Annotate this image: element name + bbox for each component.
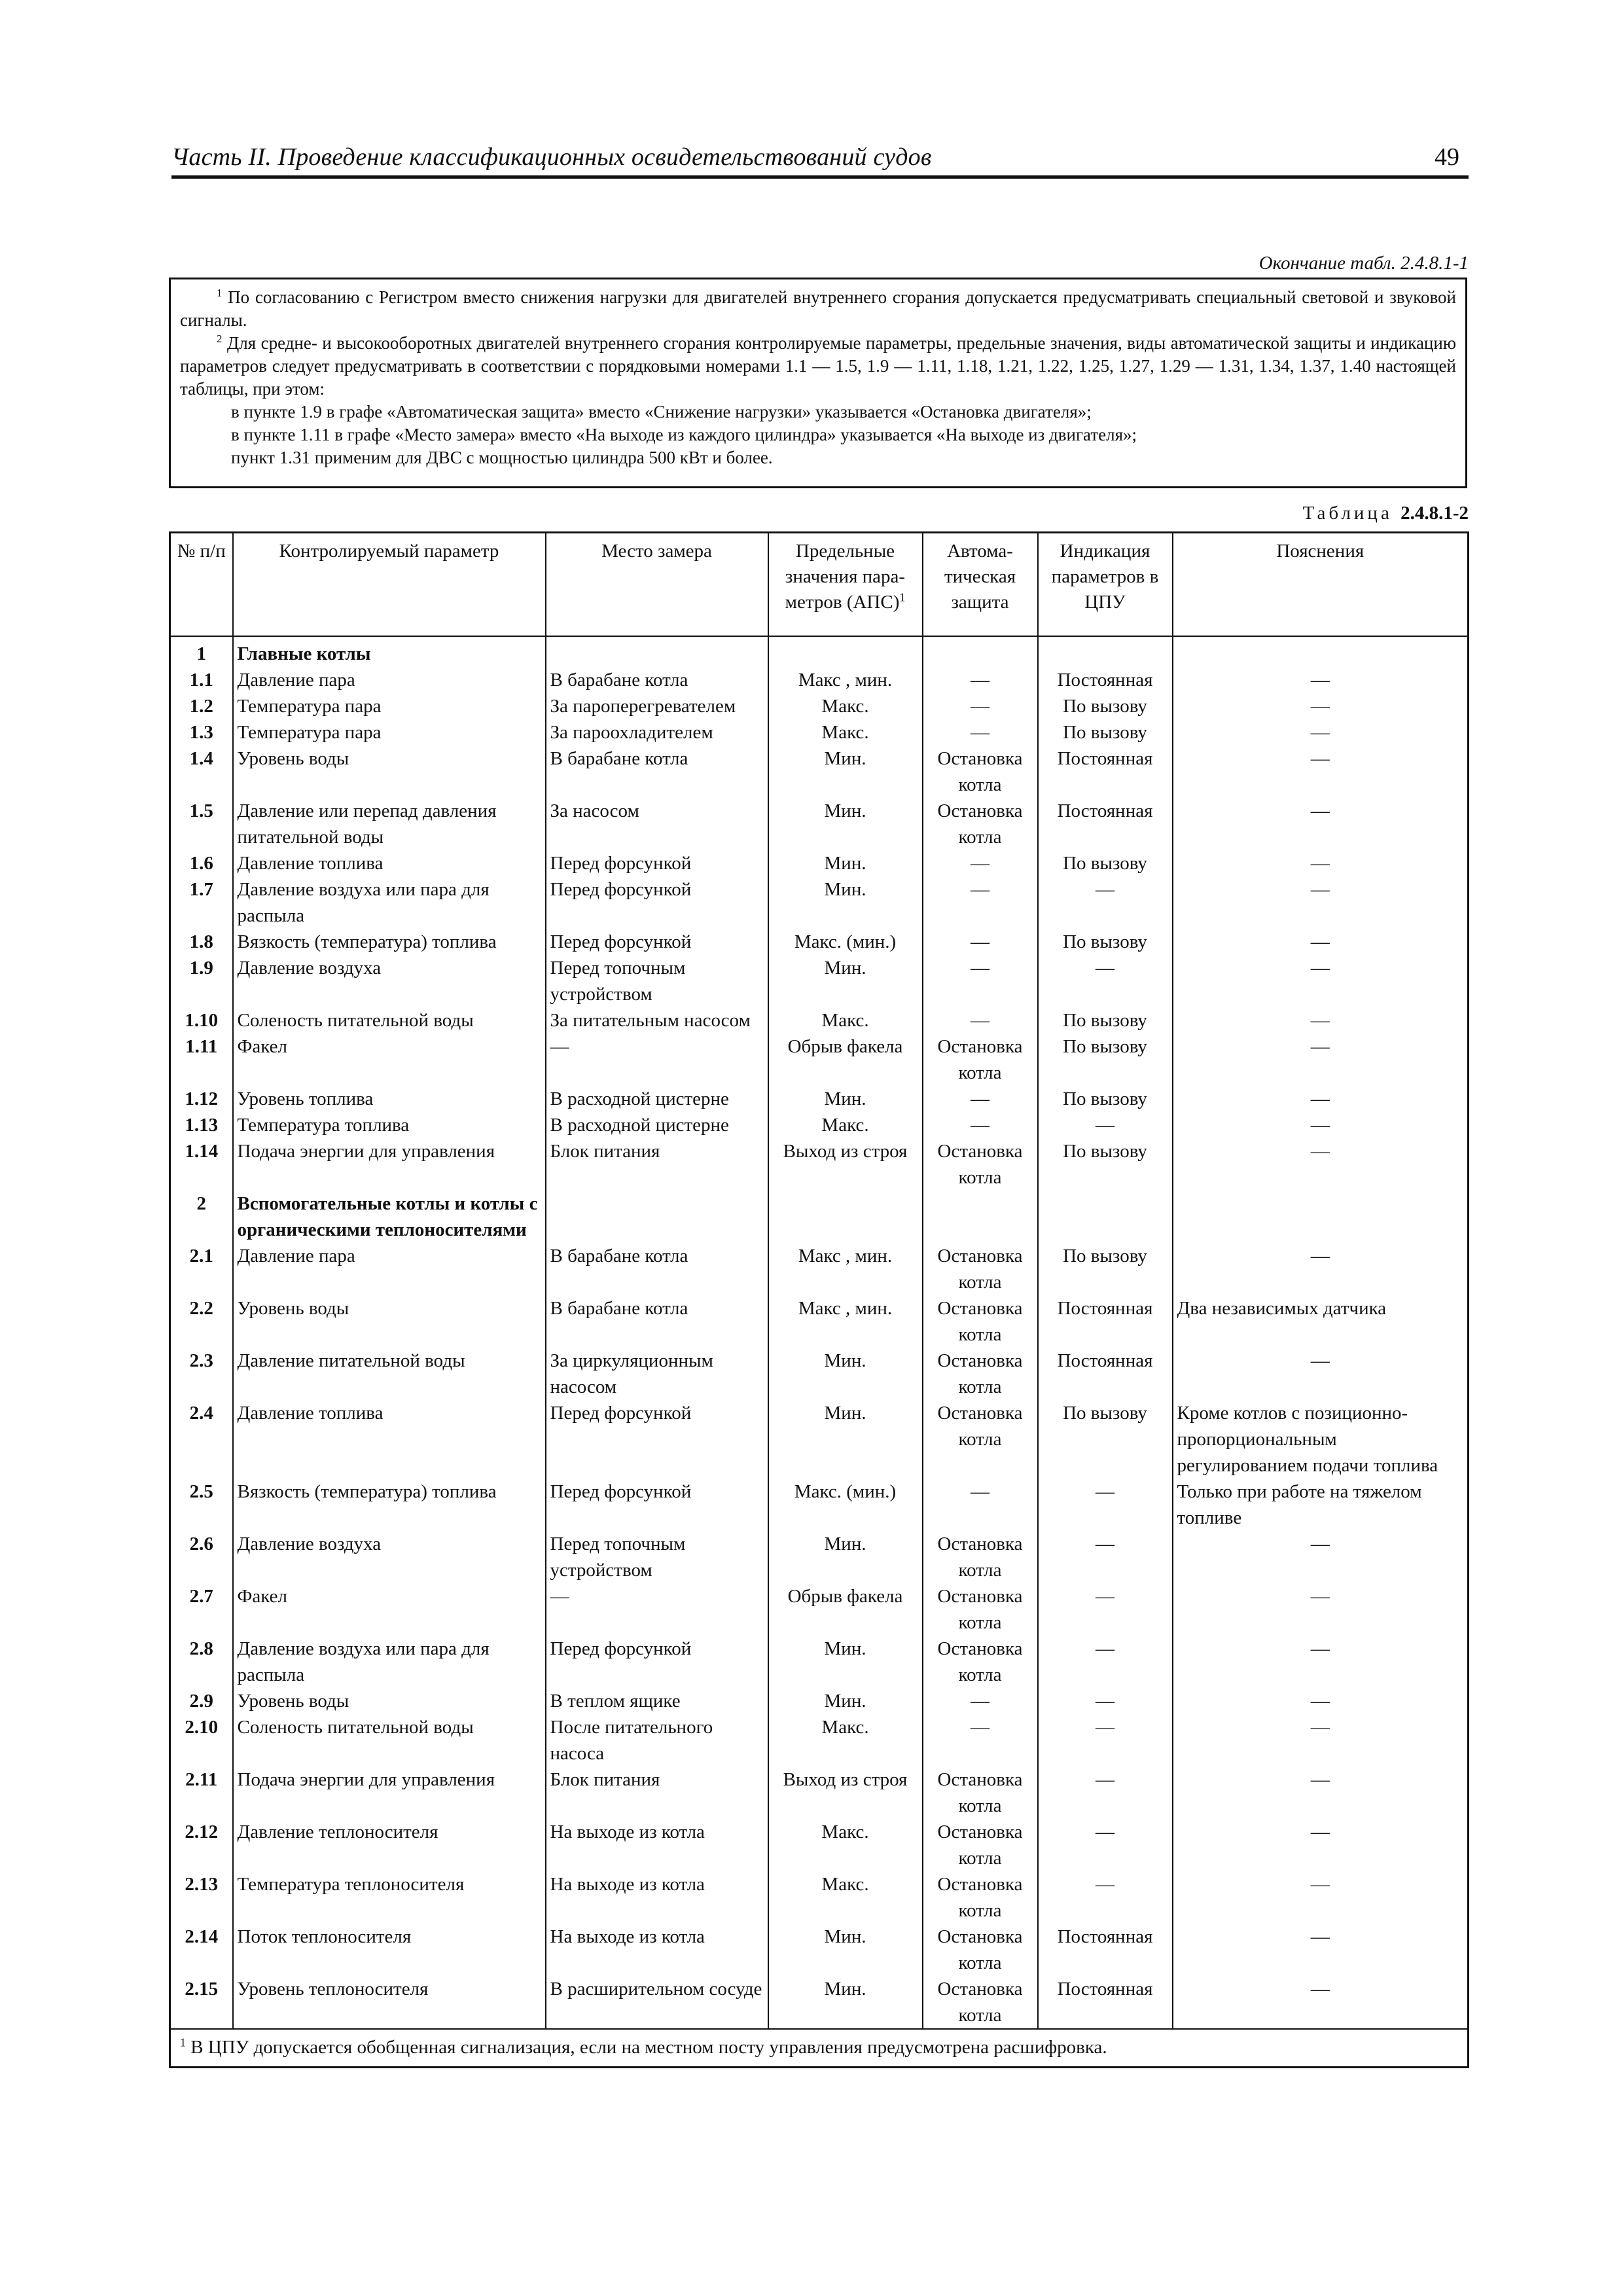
table-footnote-row: [170, 2029, 1469, 2068]
row-number-cell: 2.3: [170, 1348, 233, 1400]
table-header-row: [170, 533, 1469, 637]
row-number-cell: 2.11: [170, 1767, 233, 1819]
explanation-cell: —: [1173, 955, 1469, 1007]
automatic-protection-cell: Остановка котла: [923, 1819, 1038, 1871]
table-row: [170, 1688, 1469, 1714]
row-number-cell: 2.7: [170, 1583, 233, 1636]
header-place: Место замера: [546, 533, 768, 637]
header-rule: [171, 175, 1469, 179]
parameter-name-cell: Факел: [233, 1033, 546, 1086]
cpu-indication-cell: —: [1038, 1688, 1173, 1714]
row-number-cell: 1.3: [170, 719, 233, 745]
page-number: 49: [1435, 143, 1459, 171]
row-number-cell: 1.4: [170, 745, 233, 798]
automatic-protection-cell: Остановка котла: [923, 1976, 1038, 2029]
header-limits-text: Предельные значения пара-метров (АПС): [785, 541, 906, 613]
limit-value-cell: Обрыв факела: [768, 1583, 923, 1636]
section-row: [170, 1191, 1469, 1243]
header-indication: Индикация параметров в ЦПУ: [1038, 533, 1173, 637]
explanation-cell: —: [1173, 1819, 1469, 1871]
cpu-indication-cell: По вызову: [1038, 1086, 1173, 1112]
measurement-place-cell: После питательного насоса: [546, 1714, 768, 1767]
limit-value-cell: Мин.: [768, 1531, 923, 1583]
parameter-name-cell: Температура пара: [233, 693, 546, 719]
table-row: [170, 1636, 1469, 1688]
table-row: [170, 1531, 1469, 1583]
table-row: [170, 1086, 1469, 1112]
cpu-indication-cell: —: [1038, 1531, 1173, 1583]
parameter-name-cell: Давление питательной воды: [233, 1348, 546, 1400]
explanation-cell: —: [1173, 1636, 1469, 1688]
limit-value-cell: [768, 636, 923, 667]
automatic-protection-cell: [923, 636, 1038, 667]
limit-value-cell: Макс.: [768, 719, 923, 745]
measurement-place-cell: Блок питания: [546, 1138, 768, 1191]
table-body: [170, 636, 1469, 2029]
table-row: [170, 1767, 1469, 1819]
measurement-place-cell: За циркуляционным насосом: [546, 1348, 768, 1400]
row-number-cell: 1.11: [170, 1033, 233, 1086]
measurement-place-cell: Перед форсункой: [546, 929, 768, 955]
table-row: [170, 1295, 1469, 1348]
explanation-cell: —: [1173, 1112, 1469, 1138]
cpu-indication-cell: По вызову: [1038, 850, 1173, 876]
section-row: [170, 636, 1469, 667]
automatic-protection-cell: Остановка котла: [923, 1583, 1038, 1636]
limit-value-cell: Макс , мин.: [768, 667, 923, 693]
cpu-indication-cell: По вызову: [1038, 719, 1173, 745]
measurement-place-cell: Перед форсункой: [546, 1479, 768, 1531]
parameter-name-cell: Температура пара: [233, 719, 546, 745]
cpu-indication-cell: —: [1038, 1871, 1173, 1924]
parameter-name-cell: Давление топлива: [233, 850, 546, 876]
measurement-place-cell: За насосом: [546, 798, 768, 850]
limit-value-cell: Макс , мин.: [768, 1295, 923, 1348]
automatic-protection-cell: —: [923, 1688, 1038, 1714]
cpu-indication-cell: По вызову: [1038, 1400, 1173, 1479]
limit-value-cell: Макс.: [768, 1007, 923, 1033]
measurement-place-cell: В расширительном сосуде: [546, 1976, 768, 2029]
parameter-name-cell: Давление пара: [233, 667, 546, 693]
parameter-name-cell: Давление пара: [233, 1243, 546, 1295]
row-number-cell: 1.5: [170, 798, 233, 850]
cpu-indication-cell: —: [1038, 1714, 1173, 1767]
automatic-protection-cell: Остановка котла: [923, 798, 1038, 850]
note-1-mark: 1: [217, 287, 223, 299]
table-row: [170, 1871, 1469, 1924]
row-number-cell: 1.8: [170, 929, 233, 955]
limit-value-cell: Мин.: [768, 1086, 923, 1112]
parameter-name-cell: Уровень воды: [233, 1688, 546, 1714]
cpu-indication-cell: —: [1038, 955, 1173, 1007]
header-protection: Автома-тическая защита: [923, 533, 1038, 637]
parameter-name-cell: Соленость питательной воды: [233, 1007, 546, 1033]
row-number-cell: 2.4: [170, 1400, 233, 1479]
explanation-cell: —: [1173, 876, 1469, 929]
row-number-cell: 2.15: [170, 1976, 233, 2029]
note-2-item: в пункте 1.9 в графе «Автоматическая защита» вместо «Снижение нагрузки» указывается «Остановка двигателя»;: [231, 402, 1092, 422]
explanation-cell: —: [1173, 1243, 1469, 1295]
automatic-protection-cell: Остановка котла: [923, 1138, 1038, 1191]
automatic-protection-cell: Остановка котла: [923, 1924, 1038, 1976]
automatic-protection-cell: Остановка котла: [923, 1767, 1038, 1819]
cpu-indication-cell: Постоянная: [1038, 1976, 1173, 2029]
explanation-cell: —: [1173, 719, 1469, 745]
table-row: [170, 929, 1469, 955]
parameter-name-cell: Уровень теплоносителя: [233, 1976, 546, 2029]
row-number-cell: 1: [170, 636, 233, 667]
measurement-place-cell: За пароперегревателем: [546, 693, 768, 719]
automatic-protection-cell: —: [923, 1112, 1038, 1138]
automatic-protection-cell: —: [923, 929, 1038, 955]
table-row: [170, 798, 1469, 850]
parameter-name-cell: Подача энергии для управления: [233, 1138, 546, 1191]
note-1-text: По согласованию с Регистром вместо снижения нагрузки для двигателей внутреннего сгорания допускается предусматривать специальный световой и звуковой сигналы.: [180, 287, 1456, 330]
table-continuation-note: Окончание табл. 2.4.8.1-1: [1258, 253, 1469, 274]
explanation-cell: —: [1173, 1007, 1469, 1033]
parameter-name-cell: Факел: [233, 1583, 546, 1636]
row-number-cell: 2.10: [170, 1714, 233, 1767]
header-param: Контролируемый параметр: [233, 533, 546, 637]
table-row: [170, 850, 1469, 876]
row-number-cell: 1.14: [170, 1138, 233, 1191]
limit-value-cell: Мин.: [768, 745, 923, 798]
note-2-item: в пункте 1.11 в графе «Место замера» вместо «На выходе из каждого цилиндра» указывается «На выходе из двигателя»;: [231, 425, 1137, 444]
measurement-place-cell: За пароохладителем: [546, 719, 768, 745]
measurement-place-cell: Перед форсункой: [546, 876, 768, 929]
explanation-cell: —: [1173, 1033, 1469, 1086]
limit-value-cell: Макс. (мин.): [768, 1479, 923, 1531]
parameter-name-cell: Уровень топлива: [233, 1086, 546, 1112]
note-2-item: пункт 1.31 применим для ДВС с мощностью цилиндра 500 кВт и более.: [231, 448, 773, 467]
parameter-name-cell: Уровень воды: [233, 1295, 546, 1348]
row-number-cell: 2.12: [170, 1819, 233, 1871]
measurement-place-cell: Блок питания: [546, 1767, 768, 1819]
parameter-name-cell: Соленость питательной воды: [233, 1714, 546, 1767]
table-row: [170, 876, 1469, 929]
explanation-cell: —: [1173, 1348, 1469, 1400]
measurement-place-cell: —: [546, 1583, 768, 1636]
row-number-cell: 1.6: [170, 850, 233, 876]
limit-value-cell: Макс.: [768, 1112, 923, 1138]
table-row: [170, 1714, 1469, 1767]
table-row: [170, 719, 1469, 745]
table-row: [170, 745, 1469, 798]
table-row: [170, 693, 1469, 719]
cpu-indication-cell: По вызову: [1038, 929, 1173, 955]
row-number-cell: 1.12: [170, 1086, 233, 1112]
automatic-protection-cell: —: [923, 1086, 1038, 1112]
row-number-cell: 1.9: [170, 955, 233, 1007]
table-row: [170, 955, 1469, 1007]
limit-value-cell: Мин.: [768, 798, 923, 850]
limit-value-cell: Мин.: [768, 1348, 923, 1400]
table-row: [170, 1819, 1469, 1871]
table-footnote-mark: 1: [180, 2036, 186, 2049]
note-2: [180, 332, 1456, 401]
table-row: [170, 1007, 1469, 1033]
automatic-protection-cell: Остановка котла: [923, 1243, 1038, 1295]
cpu-indication-cell: —: [1038, 1767, 1173, 1819]
limit-value-cell: Мин.: [768, 1688, 923, 1714]
explanation-cell: —: [1173, 1138, 1469, 1191]
cpu-indication-cell: —: [1038, 1479, 1173, 1531]
limit-value-cell: Выход из строя: [768, 1138, 923, 1191]
cpu-indication-cell: —: [1038, 1583, 1173, 1636]
automatic-protection-cell: Остановка котла: [923, 1531, 1038, 1583]
limit-value-cell: Макс. (мин.): [768, 929, 923, 955]
cpu-indication-cell: [1038, 1191, 1173, 1243]
table-row: [170, 1138, 1469, 1191]
measurement-place-cell: В расходной цистерне: [546, 1086, 768, 1112]
measurement-place-cell: В барабане котла: [546, 1243, 768, 1295]
measurement-place-cell: [546, 1191, 768, 1243]
measurement-place-cell: В барабане котла: [546, 745, 768, 798]
measurement-place-cell: В теплом ящике: [546, 1688, 768, 1714]
previous-table-notes: [169, 278, 1467, 488]
row-number-cell: 2.1: [170, 1243, 233, 1295]
limit-value-cell: Мин.: [768, 955, 923, 1007]
explanation-cell: —: [1173, 1924, 1469, 1976]
explanation-cell: Два независимых датчика: [1173, 1295, 1469, 1348]
row-number-cell: 2.14: [170, 1924, 233, 1976]
table-row: [170, 1583, 1469, 1636]
table-row: [170, 1400, 1469, 1479]
parameter-name-cell: Уровень воды: [233, 745, 546, 798]
table-footnote: [170, 2029, 1469, 2068]
table-row: [170, 1976, 1469, 2029]
parameter-name-cell: Вспомогательные котлы и котлы с органическими теплоносителями: [233, 1191, 546, 1243]
table-footnote-text: В ЦПУ допускается обобщенная сигнализация, если на местном посту управления предусмотрена расшифровка.: [185, 2037, 1107, 2058]
parameter-name-cell: Вязкость (температура) топлива: [233, 1479, 546, 1531]
running-header-title: Часть II. Проведение классификационных освидетельствований судов: [171, 143, 932, 171]
parameter-name-cell: Давление воздуха: [233, 955, 546, 1007]
cpu-indication-cell: По вызову: [1038, 1243, 1173, 1295]
measurement-place-cell: В барабане котла: [546, 1295, 768, 1348]
automatic-protection-cell: —: [923, 1714, 1038, 1767]
note-1: [180, 286, 1456, 332]
measurement-place-cell: Перед форсункой: [546, 1400, 768, 1479]
parameter-name-cell: Поток теплоносителя: [233, 1924, 546, 1976]
cpu-indication-cell: —: [1038, 1112, 1173, 1138]
row-number-cell: 2: [170, 1191, 233, 1243]
cpu-indication-cell: Постоянная: [1038, 798, 1173, 850]
explanation-cell: —: [1173, 667, 1469, 693]
automatic-protection-cell: Остановка котла: [923, 1636, 1038, 1688]
explanation-cell: Только при работе на тяжелом топливе: [1173, 1479, 1469, 1531]
limit-value-cell: Обрыв факела: [768, 1033, 923, 1086]
measurement-place-cell: На выходе из котла: [546, 1924, 768, 1976]
table-row: [170, 1033, 1469, 1086]
note-2-text: Для средне- и высокооборотных двигателей внутреннего сгорания контролируемые параметры, предельные значения, виды автоматической защиты и индикацию параметров следует предусматривать в соответствии с порядковыми номерами 1.1 — 1.5, 1.9 — 1.11, 1.18, 1.21, 1.22, 1.25, 1.27, 1.29 — 1.31, 1.34, 1.37, 1.40 настоящей таблицы, при этом:: [180, 333, 1456, 399]
row-number-cell: 1.1: [170, 667, 233, 693]
limit-value-cell: Макс.: [768, 1871, 923, 1924]
table-row: [170, 1479, 1469, 1531]
row-number-cell: 1.10: [170, 1007, 233, 1033]
automatic-protection-cell: Остановка котла: [923, 1871, 1038, 1924]
limit-value-cell: Мин.: [768, 876, 923, 929]
cpu-indication-cell: Постоянная: [1038, 667, 1173, 693]
parameter-name-cell: Температура топлива: [233, 1112, 546, 1138]
automatic-protection-cell: Остановка котла: [923, 745, 1038, 798]
automatic-protection-cell: —: [923, 876, 1038, 929]
explanation-cell: —: [1173, 1976, 1469, 2029]
explanation-cell: —: [1173, 798, 1469, 850]
explanation-cell: —: [1173, 929, 1469, 955]
header-limits: [768, 533, 923, 637]
row-number-cell: 1.13: [170, 1112, 233, 1138]
explanation-cell: Кроме котлов с позиционно-пропорциональным регулированием подачи топлива: [1173, 1400, 1469, 1479]
limit-value-cell: Макс.: [768, 693, 923, 719]
cpu-indication-cell: Постоянная: [1038, 1924, 1173, 1976]
limit-value-cell: Мин.: [768, 1400, 923, 1479]
cpu-indication-cell: По вызову: [1038, 1007, 1173, 1033]
limit-value-cell: Макс , мин.: [768, 1243, 923, 1295]
automatic-protection-cell: Остановка котла: [923, 1348, 1038, 1400]
automatic-protection-cell: Остановка котла: [923, 1295, 1038, 1348]
measurement-place-cell: —: [546, 1033, 768, 1086]
parameter-name-cell: Давление теплоносителя: [233, 1819, 546, 1871]
cpu-indication-cell: По вызову: [1038, 1138, 1173, 1191]
parameter-name-cell: Давление воздуха: [233, 1531, 546, 1583]
parameter-name-cell: Давление или перепад давления питательной воды: [233, 798, 546, 850]
explanation-cell: —: [1173, 1714, 1469, 1767]
table-label-number: 2.4.8.1-2: [1400, 503, 1469, 524]
explanation-cell: [1173, 636, 1469, 667]
table-row: [170, 667, 1469, 693]
parameter-name-cell: Давление воздуха или пара для распыла: [233, 1636, 546, 1688]
cpu-indication-cell: Постоянная: [1038, 1348, 1173, 1400]
table-row: [170, 1243, 1469, 1295]
limit-value-cell: Макс.: [768, 1714, 923, 1767]
automatic-protection-cell: —: [923, 955, 1038, 1007]
row-number-cell: 1.2: [170, 693, 233, 719]
row-number-cell: 2.6: [170, 1531, 233, 1583]
measurement-place-cell: В барабане котла: [546, 667, 768, 693]
cpu-indication-cell: —: [1038, 1636, 1173, 1688]
explanation-cell: —: [1173, 693, 1469, 719]
parameter-name-cell: Давление топлива: [233, 1400, 546, 1479]
row-number-cell: 2.2: [170, 1295, 233, 1348]
measurement-place-cell: Перед топочным устройством: [546, 1531, 768, 1583]
parameter-name-cell: Вязкость (температура) топлива: [233, 929, 546, 955]
table-label: [1303, 503, 1469, 524]
table-label-prefix: Таблица: [1302, 503, 1401, 524]
limit-value-cell: Мин.: [768, 1976, 923, 2029]
explanation-cell: —: [1173, 850, 1469, 876]
measurement-place-cell: За питательным насосом: [546, 1007, 768, 1033]
parameter-name-cell: Температура теплоносителя: [233, 1871, 546, 1924]
table-row: [170, 1924, 1469, 1976]
cpu-indication-cell: Постоянная: [1038, 1295, 1173, 1348]
measurement-place-cell: Перед форсункой: [546, 1636, 768, 1688]
automatic-protection-cell: Остановка котла: [923, 1033, 1038, 1086]
explanation-cell: —: [1173, 745, 1469, 798]
measurement-place-cell: Перед топочным устройством: [546, 955, 768, 1007]
measurement-place-cell: На выходе из котла: [546, 1819, 768, 1871]
parameter-name-cell: Подача энергии для управления: [233, 1767, 546, 1819]
parameter-name-cell: Давление воздуха или пара для распыла: [233, 876, 546, 929]
measurement-place-cell: На выходе из котла: [546, 1871, 768, 1924]
note-2-mark: 2: [217, 332, 223, 345]
explanation-cell: —: [1173, 1583, 1469, 1636]
measurement-place-cell: [546, 636, 768, 667]
automatic-protection-cell: —: [923, 1479, 1038, 1531]
measurement-place-cell: В расходной цистерне: [546, 1112, 768, 1138]
parameter-name-cell: Главные котлы: [233, 636, 546, 667]
automatic-protection-cell: Остановка котла: [923, 1400, 1038, 1479]
monitoring-parameters-table: [169, 531, 1469, 2068]
automatic-protection-cell: —: [923, 667, 1038, 693]
header-num: № п/п: [170, 533, 233, 637]
explanation-cell: —: [1173, 1688, 1469, 1714]
row-number-cell: 1.7: [170, 876, 233, 929]
limit-value-cell: Мин.: [768, 850, 923, 876]
limit-value-cell: [768, 1191, 923, 1243]
cpu-indication-cell: [1038, 636, 1173, 667]
cpu-indication-cell: —: [1038, 876, 1173, 929]
automatic-protection-cell: —: [923, 719, 1038, 745]
limit-value-cell: Выход из строя: [768, 1767, 923, 1819]
automatic-protection-cell: —: [923, 1007, 1038, 1033]
measurement-place-cell: Перед форсункой: [546, 850, 768, 876]
row-number-cell: 2.9: [170, 1688, 233, 1714]
automatic-protection-cell: [923, 1191, 1038, 1243]
cpu-indication-cell: По вызову: [1038, 1033, 1173, 1086]
table-row: [170, 1348, 1469, 1400]
table-row: [170, 1112, 1469, 1138]
cpu-indication-cell: По вызову: [1038, 693, 1173, 719]
limit-value-cell: Мин.: [768, 1924, 923, 1976]
header-notes: Пояснения: [1173, 533, 1469, 637]
explanation-cell: —: [1173, 1531, 1469, 1583]
automatic-protection-cell: —: [923, 693, 1038, 719]
limit-value-cell: Мин.: [768, 1636, 923, 1688]
explanation-cell: [1173, 1191, 1469, 1243]
automatic-protection-cell: —: [923, 850, 1038, 876]
header-limits-mark: 1: [899, 590, 906, 604]
row-number-cell: 2.13: [170, 1871, 233, 1924]
limit-value-cell: Макс.: [768, 1819, 923, 1871]
cpu-indication-cell: Постоянная: [1038, 745, 1173, 798]
row-number-cell: 2.5: [170, 1479, 233, 1531]
cpu-indication-cell: —: [1038, 1819, 1173, 1871]
explanation-cell: —: [1173, 1086, 1469, 1112]
explanation-cell: —: [1173, 1871, 1469, 1924]
explanation-cell: —: [1173, 1767, 1469, 1819]
row-number-cell: 2.8: [170, 1636, 233, 1688]
